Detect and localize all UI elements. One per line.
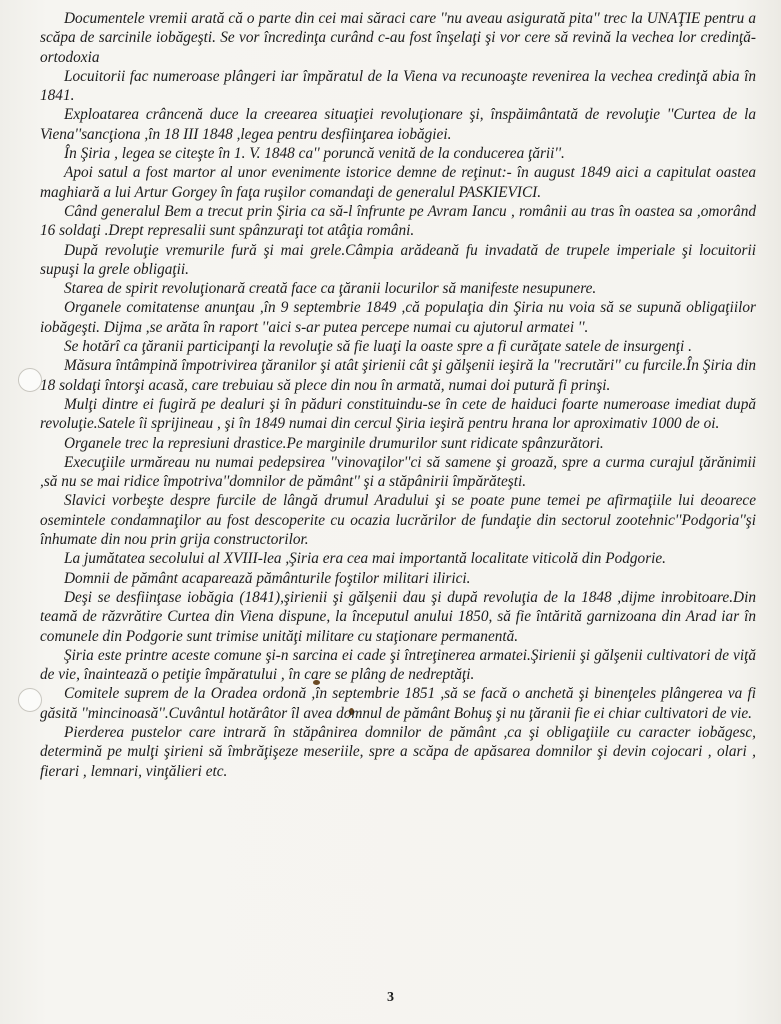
paragraph: Execuţiile urmăreau nu numai pedepsirea ''vinovaţilor''ci să samene şi groază, spre a curma curajul ţărănimii ,să nu se mai ridice împotriva''domnilor de pământ'' şi a stăpânirii împărăteşti. [40, 453, 756, 491]
paragraph: Mulţi dintre ei fugiră pe dealuri şi în păduri constituindu-se în cete de haiduci foarte numeroase imediat după revoluţie.Satele îi sprijineau , şi în 1849 numai din cercul Şiria ieşiră pentru hrana lor aproximativ 1000 de oi. [40, 395, 756, 433]
paragraph: Starea de spirit revoluţionară creată face ca ţăranii locurilor să manifeste nesupunere. [64, 280, 597, 298]
paragraph: Organele comitatense anunţau ,în 9 septembrie 1849 ,că populaţia din Şiria nu voia să se supună obligaţiilor iobăgeşti. Dijma ,se arăta în raport ''aici s-ar putea percepe numai cu ajutorul armatei ''. [40, 299, 756, 336]
paragraph: Slavici vorbeşte despre furcile de lângă drumul Aradului şi se poate pune temei pe afirmaţiile lui deoarece osemintele condamnaţilor au fost descoperite cu ocazia lucrărilor de fundaţie din sectorul zootehnic''Podgoria''şi înhumate din nou prin grija constructorilor. [40, 492, 756, 549]
paragraph: La jumătatea secolului al XVIII-lea ,Şiria era cea mai importantă localitate viticolă din Podgorie. [64, 550, 667, 568]
paragraph: Exploatarea crâncenă duce la creearea situaţiei revoluţionare şi, înspăimântată de revoluţie ''Curtea de la Viena''sancţiona ,în 18 III 1848 ,legea pentru desfiinţarea iobăgiei. [40, 106, 756, 143]
paragraph: Documentele vremii arată că o parte din cei mai săraci care ''nu aveau asigurată pita'' trec la UNAŢIE pentru a scăpa de sarcinile iobăgeşti. Se vor încredinţa curând c-au fost înşelaţi şi vor cere să revină la vechea lor credinţă- ortodoxia [40, 10, 756, 66]
paragraph: Măsura întâmpină împotrivirea ţăranilor şi atât şirienii cât şi gălşenii ieşiră la ''recrutări'' cu furcile.În Şiria din 18 soldaţi întorşi acasă, care trebuiau să plece din nou în armată, numai doi putură fi prinşi. [40, 357, 756, 394]
paragraph: Se hotărî ca ţăranii participanţi la revoluţie să fie luaţi la oaste spre a fi curăţate satele de insurgenţi . [64, 338, 692, 356]
body-text [40, 9, 756, 781]
paragraph: Organele trec la represiuni drastice.Pe marginile drumurilor sunt ridicate spânzurători. [64, 434, 604, 452]
punch-hole [18, 368, 42, 392]
paragraph: Deşi se desfiinţase iobăgia (1841),şirienii şi gălşenii dau şi după revoluţia de la 1848 ,dijme inrobitoare.Din teamă de răzvrătire Curtea din Viena dispune, la începutul anului 1850, să fie întărită garnizoana din Arad iar în comunele din Podgorie sunt trimise unităţi militare cu staţionare permanentă. [40, 588, 756, 645]
paragraph: Apoi satul a fost martor al unor evenimente istorice demne de reţinut:- în august 1849 aici a capitulat oastea maghiară a lui Artur Gorgey în faţa ruşilor comandaţi de generalul PASKIEVICI. [40, 164, 756, 201]
paragraph: Pierderea pustelor care intrară în stăpânirea domnilor de pământ ,ca şi obligaţiile cu caracter iobăgesc, determină pe mulţi şirieni să îmbrăţişeze meseriile, spre a scăpa de apăsarea domnilor şi devin cojocari , olari , fierari , lemnari, vinţălieri etc. [40, 723, 756, 780]
paragraph: Şiria este printre aceste comune şi-n sarcina ei cade şi întreţinerea armatei.Şirienii şi gălşenii cultivatori de viţă de vie, înaintează o petiţie împăratului , în care se plâng de nedreptăţi. [40, 646, 756, 684]
paragraph: Domnii de pământ acaparează pământurile foştilor militari ilirici. [64, 569, 471, 587]
paragraph: Comitele suprem de la Oradea ordonă ,în septembrie 1851 ,să se facă o anchetă şi binenţeles plângerea va fi găsită ''mincinoasă''.Cuvântul hotărâtor îl avea domnul de pământ Bohuş şi nu ţăranii fie ei chiar cultivatori de vie. [40, 685, 756, 722]
paragraph: Când generalul Bem a trecut prin Şiria ca să-l înfrunte pe Avram Iancu , românii au tras în oastea sa ,omorând 16 soldaţi .Drept represalii sunt spânzuraţi tot atâţia români. [40, 202, 756, 240]
page-number: 3 [387, 990, 394, 1005]
paragraph: După revoluţie vremurile fură şi mai grele.Câmpia arădeană fu invadată de trupele imperiale şi locuitorii supuşi la grele obligaţii. [40, 241, 756, 278]
paragraph: Locuitorii fac numeroase plângeri iar împăratul de la Viena va recunoaşte revenirea la vechea credinţă abia în 1841. [40, 67, 756, 105]
punch-hole [18, 688, 42, 712]
paragraph: În Şiria , legea se citeşte în 1. V. 1848 ca'' poruncă venită de la conducerea ţării''. [64, 145, 565, 163]
